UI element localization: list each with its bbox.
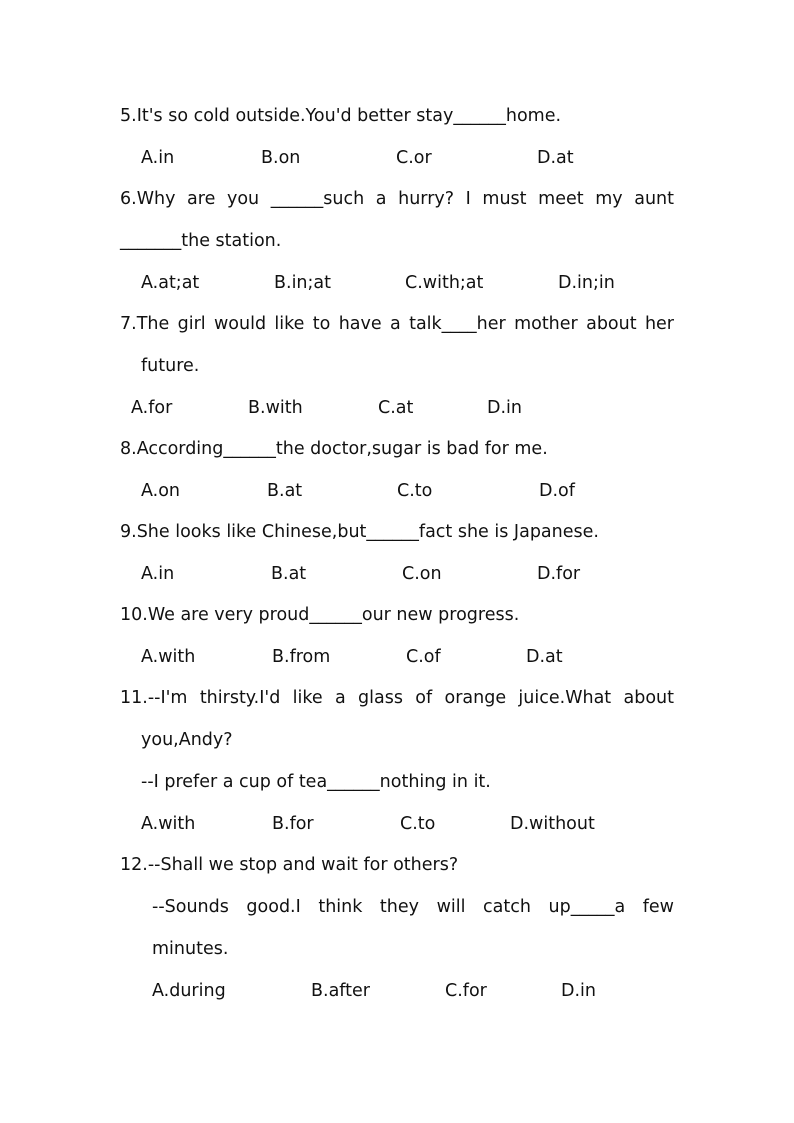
question-11-reply: --I prefer a cup of tea______nothing in it. <box>141 772 491 792</box>
q12-option-c: C.for <box>445 981 487 1001</box>
q6-option-c: C.with;at <box>405 273 484 293</box>
q5-option-b: B.on <box>261 148 301 168</box>
q5-option-a: A.in <box>141 148 175 168</box>
q12-option-a: A.during <box>152 981 226 1001</box>
q8-option-d: D.of <box>539 481 575 501</box>
q10-option-b: B.from <box>272 647 331 667</box>
q11-option-b: B.for <box>272 814 314 834</box>
question-6-text: 6.Why are you ______such a hurry? I must meet my aunt <box>120 189 674 209</box>
q10-option-d: D.at <box>526 647 563 667</box>
question-11-text: 11.--I'm thirsty.I'd like a glass of orange juice.What about <box>120 688 674 708</box>
q10-option-a: A.with <box>141 647 196 667</box>
question-8-text: 8.According______the doctor,sugar is bad for me. <box>120 439 548 459</box>
question-7-text-cont: future. <box>141 356 200 376</box>
q7-option-a: A.for <box>131 398 173 418</box>
q9-option-c: C.on <box>402 564 442 584</box>
question-12-text: 12.--Shall we stop and wait for others? <box>120 855 459 875</box>
q6-option-a: A.at;at <box>141 273 200 293</box>
q10-option-c: C.of <box>406 647 441 667</box>
q12-option-d: D.in <box>561 981 596 1001</box>
q5-option-c: C.or <box>396 148 432 168</box>
q5-option-d: D.at <box>537 148 574 168</box>
question-10-text: 10.We are very proud______our new progress. <box>120 605 520 625</box>
q11-option-a: A.with <box>141 814 196 834</box>
q9-option-b: B.at <box>271 564 307 584</box>
q8-option-c: C.to <box>397 481 433 501</box>
q8-option-a: A.on <box>141 481 181 501</box>
question-12-reply: --Sounds good.I think they will catch up_____a few <box>152 897 674 917</box>
question-9-text: 9.She looks like Chinese,but______fact she is Japanese. <box>120 522 599 542</box>
q6-option-d: D.in;in <box>558 273 615 293</box>
q6-option-b: B.in;at <box>274 273 332 293</box>
question-5-text: 5.It's so cold outside.You'd better stay______home. <box>120 106 562 126</box>
q7-option-c: C.at <box>378 398 414 418</box>
q9-option-d: D.for <box>537 564 581 584</box>
question-7-text: 7.The girl would like to have a talk____her mother about her <box>120 314 674 334</box>
q9-option-a: A.in <box>141 564 175 584</box>
question-11-text-cont: you,Andy? <box>141 730 233 750</box>
q7-option-b: B.with <box>248 398 303 418</box>
question-12-reply-cont: minutes. <box>152 939 229 959</box>
q7-option-d: D.in <box>487 398 522 418</box>
q11-option-c: C.to <box>400 814 436 834</box>
q8-option-b: B.at <box>267 481 303 501</box>
question-6-text-cont: _______the station. <box>120 231 282 251</box>
q12-option-b: B.after <box>311 981 370 1001</box>
q11-option-d: D.without <box>510 814 595 834</box>
